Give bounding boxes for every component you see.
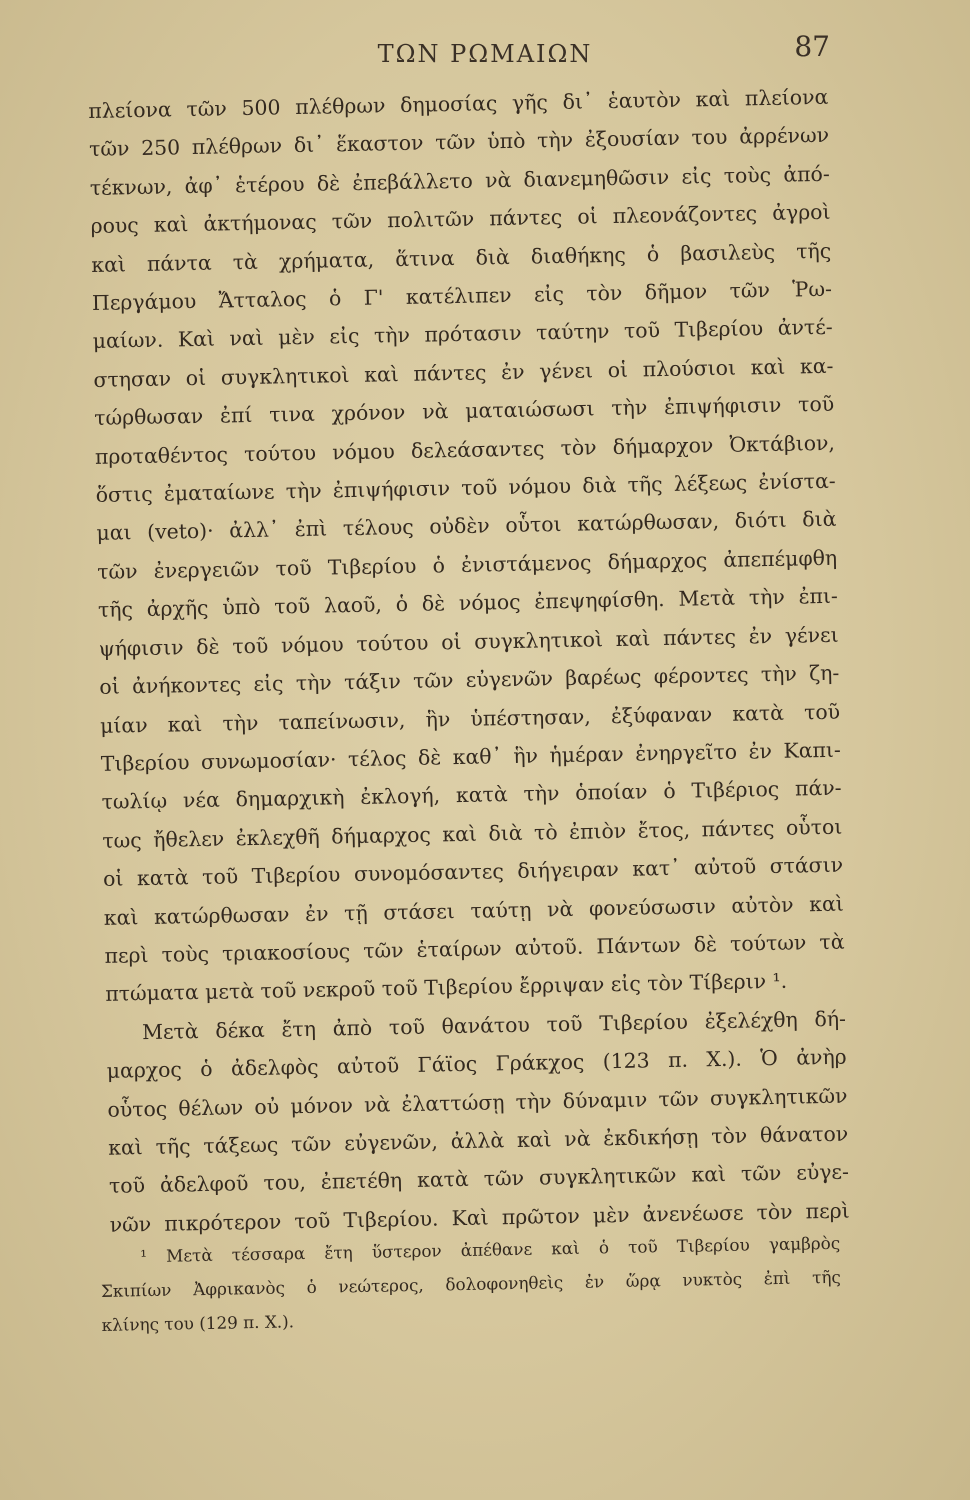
text-line: τέκνων, ἀφ᾿ ἑτέρου δὲ ἐπεβάλλετο νὰ διανεμηθῶσιν εἰς τοὺς ἀπό- — [89, 161, 830, 200]
footnotes — [100, 1226, 842, 1342]
text-line: οἱ κατὰ τοῦ Τιβερίου συνομόσαντες διήγειραν κατ᾿ αὐτοῦ στάσιν — [102, 852, 844, 891]
text-line: τοῦ ἀδελφοῦ του, ἐπετέθη κατὰ τῶν συγκλητικῶν καὶ τῶν εὐγε- — [108, 1159, 850, 1199]
text-line: νῶν πικρότερον τοῦ Τιβερίου. Καὶ πρῶτον μὲν ἀνενέωσε τὸν περὶ — [109, 1198, 850, 1237]
text-line: οὗτος θέλων οὐ μόνον νὰ ἐλαττώσῃ τὴν δύναμιν τῶν συγκλητικῶν — [107, 1083, 848, 1122]
text-line: μαρχος ὁ ἀδελφὸς αὐτοῦ Γάϊος Γράκχος (123 π. Χ.). Ὁ ἀνὴρ — [106, 1044, 847, 1083]
text-line: τῶν ἐνεργειῶν τοῦ Τιβερίου ὁ ἐνιστάμενος δήμαρχος ἀπεπέμφθη — [96, 545, 838, 584]
text-line: τως ἤθελεν ἐκλεχθῆ δήμαρχος καὶ διὰ τὸ ἐπιὸν ἔτος, πάντες οὗτοι — [102, 814, 843, 853]
text-line: μίαν καὶ τὴν ταπείνωσιν, ἣν ὑπέστησαν, ἐξύφαναν κατὰ τοῦ — [99, 699, 841, 738]
footnote-line: Σκιπίων Ἀφρικανὸς ὁ νεώτερος, δολοφονηθεὶς ἐν ὥρᾳ νυκτὸς ἐπὶ τῆς — [100, 1266, 842, 1301]
body-text — [88, 78, 850, 1244]
text-line: στησαν οἱ συγκλητικοὶ καὶ πάντες ἐν γένει οἱ πλούσιοι καὶ κα- — [93, 353, 834, 392]
text-line: τώρθωσαν ἐπί τινα χρόνον νὰ ματαιώσωσι τὴν ἐπιψήφισιν τοῦ — [94, 391, 835, 431]
footnote-line: κλίνης του (129 π. Χ.). — [101, 1311, 295, 1335]
text-line: πτώματα μετὰ τοῦ νεκροῦ τοῦ Τιβερίου ἔρριψαν εἰς τὸν Τίβεριν ¹. — [105, 969, 788, 1007]
text-line: καὶ τῆς τάξεως τῶν εὐγενῶν, ἀλλὰ καὶ νὰ ἐκδικήσῃ τὸν θάνατον — [108, 1121, 849, 1160]
text-line: τωλίῳ νέα δημαρχικὴ ἐκλογή, κατὰ τὴν ὁποίαν ὁ Τιβέριος πάν- — [101, 775, 842, 815]
text-line: ρους καὶ ἀκτήμονας τῶν πολιτῶν πάντες οἱ πλεονάζοντες ἀγροὶ — [90, 199, 831, 239]
text-line: περὶ τοὺς τριακοσίους τῶν ἑταίρων αὐτοῦ. Πάντων δὲ τούτων τὰ — [104, 929, 845, 968]
text-line: ὅστις ἐματαίωνε τὴν ἐπιψήφισιν τοῦ νόμου διὰ τῆς λέξεως ἐνίστα- — [95, 468, 836, 507]
footnote-line: ¹ Μετὰ τέσσαρα ἔτη ὕστερον ἀπέθανε καὶ ὁ τοῦ Τιβερίου γαμβρὸς — [140, 1232, 841, 1267]
text-line: Τιβερίου συνωμοσίαν· τέλος δὲ καθ᾿ ἣν ἡμέραν ἐνηργεῖτο ἐν Καπι- — [100, 737, 841, 776]
text-line: καὶ πάντα τὰ χρήματα, ἅτινα διὰ διαθήκης ὁ βασιλεὺς τῆς — [91, 238, 832, 277]
text-line: καὶ κατώρθωσαν ἐν τῇ στάσει ταύτῃ νὰ φονεύσωσιν αὐτὸν καὶ — [103, 891, 844, 930]
text-line: προταθέντος τούτου νόμου δελεάσαντες τὸν δήμαρχον Ὀκτάβιον, — [94, 430, 836, 469]
text-line: πλείονα τῶν 500 πλέθρων δημοσίας γῆς δι᾿ ἑαυτὸν καὶ πλείονα — [88, 84, 829, 123]
running-head: ΤΩΝ ΡΩΜΑΙΩΝ — [377, 40, 593, 68]
text-line: μαι (veto)· ἀλλ᾿ ἐπὶ τέλους οὐδὲν οὗτοι κατώρθωσαν, διότι διὰ — [96, 507, 837, 546]
text-line: μαίων. Καὶ ναὶ μὲν εἰς τὴν πρότασιν ταύτην τοῦ Τιβερίου ἀντέ- — [92, 315, 833, 354]
text-line: τῆς ἀρχῆς ὑπὸ τοῦ λαοῦ, ὁ δὲ νόμος ἐπεψηφίσθη. Μετὰ τὴν ἐπι- — [97, 583, 839, 623]
text-line: ψήφισιν δὲ τοῦ νόμου τούτου οἱ συγκλητικοὶ καὶ πάντες ἐν γένει — [98, 622, 839, 661]
text-line: Περγάμου Ἄτταλος ὁ Γ' κατέλιπεν εἰς τὸν δῆμον τῶν Ῥω- — [91, 276, 833, 315]
text-line: Μετὰ δέκα ἔτη ἀπὸ τοῦ θανάτου τοῦ Τιβερίου ἐξελέχθη δή- — [141, 1006, 847, 1044]
text-line: τῶν 250 πλέθρων δι᾿ ἕκαστον τῶν ὑπὸ τὴν ἐξουσίαν του ἀρρένων — [88, 123, 830, 162]
text-line: οἱ ἀνήκοντες εἰς τὴν τάξιν τῶν εὐγενῶν βαρέως φέροντες τὴν ζη- — [99, 660, 840, 699]
page-number: 87 — [794, 30, 830, 63]
